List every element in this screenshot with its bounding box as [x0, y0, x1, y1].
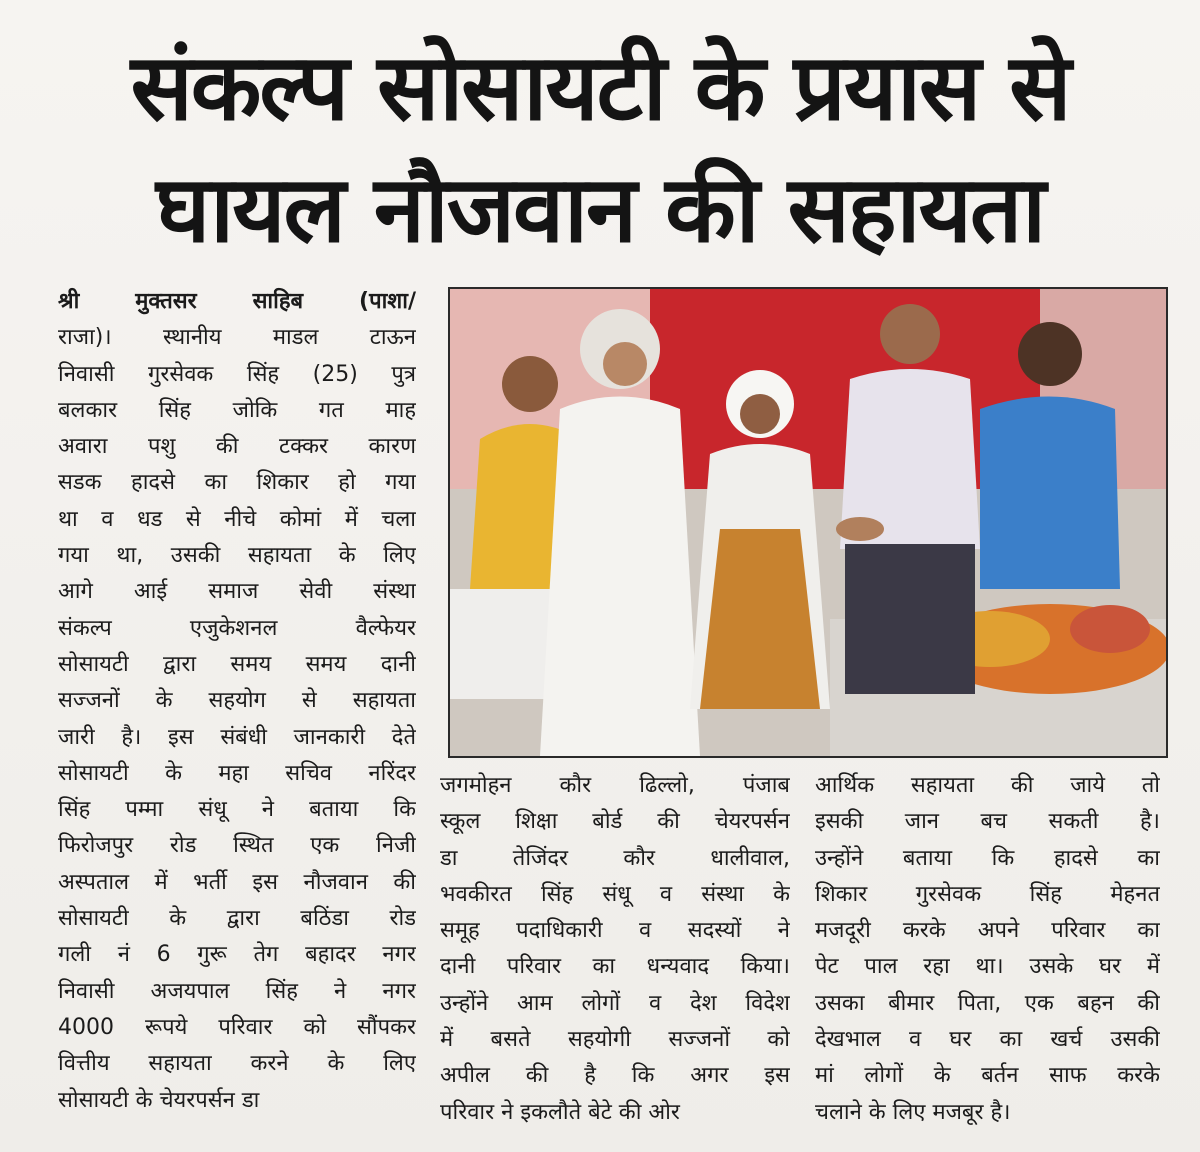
- article-line: 4000 रूपये परिवार को सौंपकर: [58, 1014, 416, 1040]
- article-line: निवासी अजयपाल सिंह ने नगर: [58, 978, 416, 1004]
- article-line: गली नं 6 गुरू तेग बहादर नगर: [58, 942, 416, 968]
- article-line: चलाने के लिए मजबूर है।: [815, 1099, 1011, 1125]
- article-line: जगमोहन कौर ढिल्लो, पंजाब: [440, 773, 790, 798]
- article-line: गया था, उसकी सहायता के लिए: [58, 543, 416, 569]
- article-line: सोसायटी के महा सचिव नरिंदर: [58, 760, 416, 786]
- article-line: सोसायटी के चेयरपर्सन डा: [58, 1087, 260, 1113]
- article-line: मां लोगों के बर्तन साफ करके: [815, 1063, 1160, 1089]
- article-line: बलकार सिंह जोकि गत माह: [58, 397, 416, 423]
- article-line: राजा)। स्थानीय माडल टाऊन: [58, 325, 416, 351]
- article-line: डा तेजिंदर कौर धालीवाल,: [440, 845, 790, 871]
- article-line: उन्होंने आम लोगों व देश विदेश: [440, 990, 790, 1016]
- article-line: पेट पाल रहा था। उसके घर में: [815, 954, 1160, 980]
- article-line: भवकीरत सिंह संधू व संस्था के: [440, 881, 790, 907]
- article-line: में बसते सहयोगी सज्जनों को: [440, 1027, 790, 1053]
- article-line: फिरोजपुर रोड स्थित एक निजी: [58, 833, 416, 859]
- article-column-left: [58, 284, 416, 1119]
- article-line: सडक हादसे का शिकार हो गया: [58, 470, 416, 496]
- article-line: जारी है। इस संबंधी जानकारी देते: [58, 724, 416, 750]
- article-line: सोसायटी द्वारा समय समय दानी: [58, 651, 416, 677]
- article-line: दानी परिवार का धन्यवाद किया।: [440, 954, 790, 980]
- article-line: मजदूरी करके अपने परिवार का: [815, 918, 1160, 944]
- article-line: निवासी गुरसेवक सिंह (25) पुत्र: [58, 361, 416, 387]
- hospital-scene-illustration: [450, 289, 1166, 756]
- article-line: सोसायटी के द्वारा बठिंडा रोड: [58, 906, 416, 932]
- article-line: था व धड से नीचे कोमां में चला: [58, 506, 416, 532]
- article-line: शिकार गुरसेवक सिंह मेहनत: [815, 881, 1160, 907]
- article-column-middle: [440, 768, 790, 1131]
- article-line: समूह पदाधिकारी व सदस्यों ने: [440, 918, 790, 944]
- article-line: संकल्प एजुकेशनल वैल्फेयर: [58, 615, 416, 641]
- article-line: आर्थिक सहायता की जाये तो: [815, 773, 1160, 798]
- article-line: श्री मुक्तसर साहिब (पाशा/: [58, 289, 416, 314]
- article-line: परिवार ने इकलौते बेटे की ओर: [440, 1099, 680, 1125]
- article-line: अस्पताल में भर्ती इस नौजवान की: [58, 869, 416, 895]
- article-line: उन्होंने बताया कि हादसे का: [815, 845, 1160, 871]
- article-line: आगे आई समाज सेवी संस्था: [58, 579, 416, 605]
- headline-line-2: घायल नौजवान की सहायता: [155, 156, 1045, 263]
- article-column-right: [815, 768, 1160, 1131]
- article-line: अवारा पशु की टक्कर कारण: [58, 434, 416, 460]
- article-line: वित्तीय सहायता करने के लिए: [58, 1051, 416, 1077]
- article-line: सज्जनों के सहयोग से सहायता: [58, 688, 416, 714]
- article-line: स्कूल शिक्षा बोर्ड की चेयरपर्सन: [440, 809, 790, 835]
- article-line: सिंह पम्मा संधू ने बताया कि: [58, 797, 416, 823]
- article-line: इसकी जान बच सकती है।: [815, 809, 1160, 835]
- article-line: अपील की है कि अगर इस: [440, 1063, 790, 1089]
- headline-line-1: संकल्प सोसायटी के प्रयास से: [130, 34, 1070, 141]
- news-photo: [448, 287, 1168, 758]
- article-line: देखभाल व घर का खर्च उसकी: [815, 1027, 1160, 1053]
- article-line: उसका बीमार पिता, एक बहन की: [815, 990, 1160, 1016]
